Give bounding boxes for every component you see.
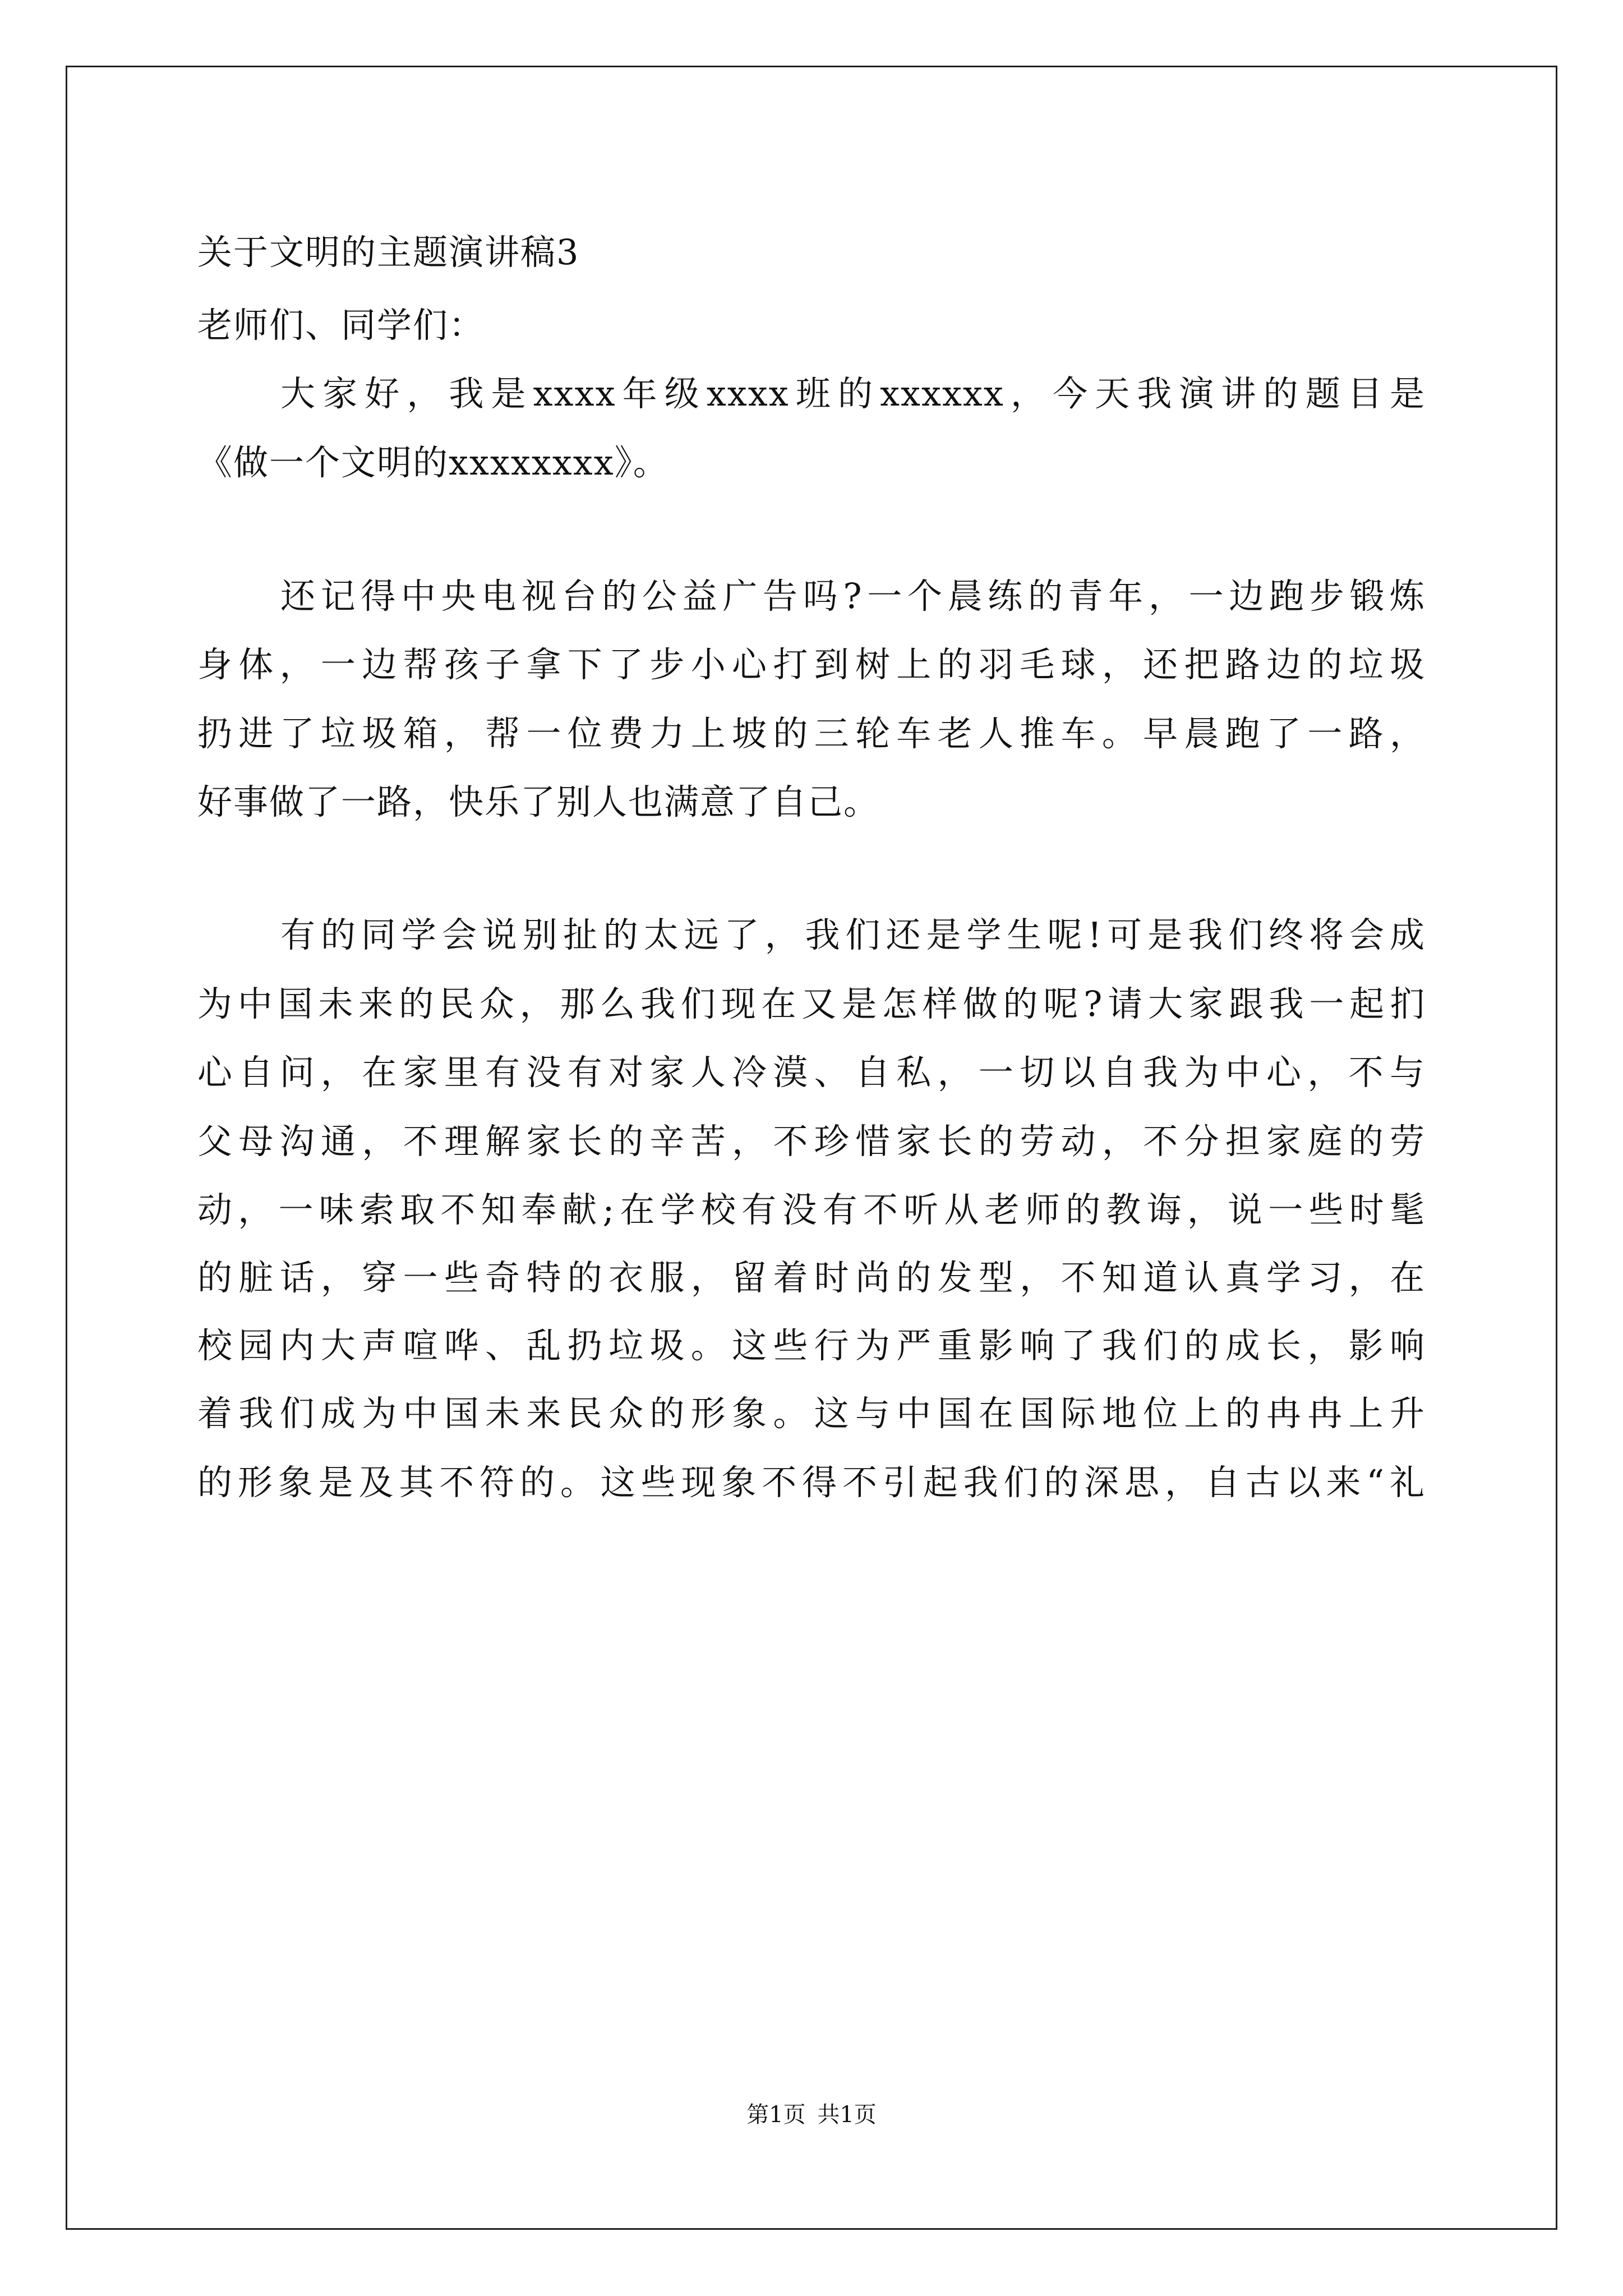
paragraph-line: 还记得中央电视台的公益广告吗?一个晨练的青年，一边跑步锻炼 <box>280 576 1426 616</box>
paragraph-line: 父母沟通，不理解家长的辛苦，不珍惜家长的劳动，不分担家庭的劳 <box>197 1121 1426 1162</box>
paragraph-line: 校园内大声喧哗、乱扔垃圾。这些行为严重影响了我们的成长，影响 <box>197 1325 1426 1366</box>
paragraph-line: 的脏话，穿一些奇特的衣服，留着时尚的发型，不知道认真学习，在 <box>197 1257 1426 1298</box>
paragraph-line: 大家好，我是xxxx年级xxxx班的xxxxxx，今天我演讲的题目是 <box>280 373 1426 414</box>
page-number: 第1页 <box>746 2102 806 2128</box>
paragraph-line: 有的同学会说别扯的太远了，我们还是学生呢!可是我们终将会成 <box>280 914 1426 955</box>
paragraph-line: 好事做了一路，快乐了别人也满意了自己。 <box>197 781 880 822</box>
salutation: 老师们、同学们： <box>197 305 485 346</box>
paragraph-line: 身体，一边帮孩子拿下了步小心打到树上的羽毛球，还把路边的垃圾 <box>197 644 1426 685</box>
document-title: 关于文明的主题演讲稿3 <box>197 232 580 273</box>
paragraph-line: 为中国未来的民众，那么我们现在又是怎样做的呢?请大家跟我一起扪 <box>197 983 1426 1024</box>
paragraph-line: 心自问，在家里有没有对家人冷漠、自私，一切以自我为中心，不与 <box>197 1052 1426 1093</box>
paragraph-line: 着我们成为中国未来民众的形象。这与中国在国际地位上的冉冉上升 <box>197 1393 1426 1434</box>
page-footer <box>0 2097 1623 2129</box>
paragraph-line: 扔进了垃圾箱，帮一位费力上坡的三轮车老人推车。早晨跑了一路， <box>197 713 1426 754</box>
page-total: 共1页 <box>817 2102 877 2128</box>
paragraph-line: 《做一个文明的xxxxxxxx》。 <box>197 442 669 483</box>
paragraph-line: 动，一味索取不知奉献;在学校有没有不听从老师的教诲，说一些时髦 <box>197 1189 1426 1230</box>
paragraph-line: 的形象是及其不符的。这些现象不得不引起我们的深思，自古以来“礼 <box>197 1462 1426 1503</box>
